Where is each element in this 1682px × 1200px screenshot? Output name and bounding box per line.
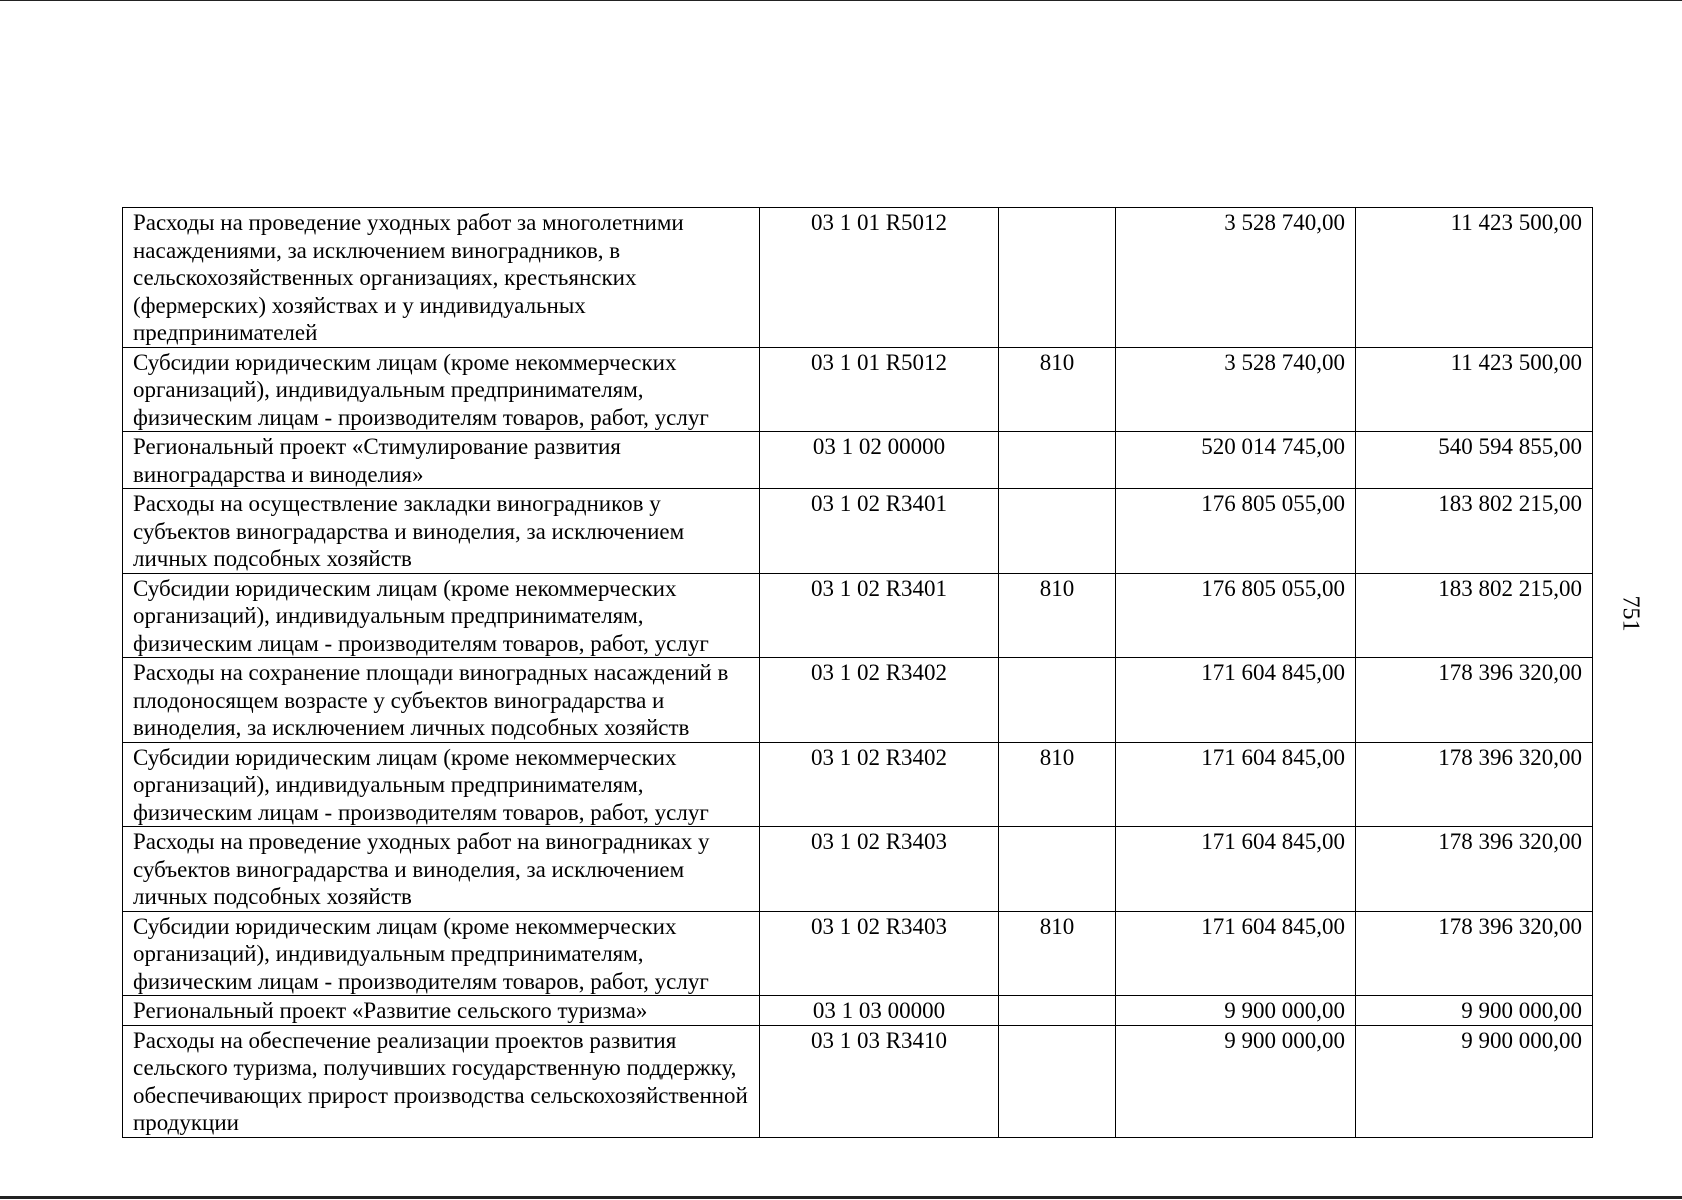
row-target-code-cell: 03 1 02 00000 bbox=[760, 432, 999, 489]
row-expense-type-cell: 810 bbox=[999, 347, 1116, 432]
row-amount-year1-cell: 176 805 055,00 bbox=[1116, 489, 1356, 574]
table-row bbox=[123, 996, 1593, 1026]
row-target-code-cell: 03 1 03 00000 bbox=[760, 996, 999, 1026]
row-amount-year1-cell: 520 014 745,00 bbox=[1116, 432, 1356, 489]
row-name-cell: Расходы на проведение уходных работ за многолетними насаждениями, за исключением виноградников, в сельскохозяйственных организациях, крестьянских (фермерских) хозяйствах и у индивидуальных предпринимателей bbox=[123, 208, 760, 348]
row-name-cell: Региональный проект «Развитие сельского туризма» bbox=[123, 996, 760, 1026]
row-name-cell: Субсидии юридическим лицам (кроме некоммерческих организаций), индивидуальным предпринимателям, физическим лицам - производителям товаров, работ, услуг bbox=[123, 573, 760, 658]
table-row bbox=[123, 208, 1593, 348]
table-row bbox=[123, 742, 1593, 827]
row-expense-type-cell bbox=[999, 1025, 1116, 1137]
row-name-cell: Региональный проект «Стимулирование развития виноградарства и виноделия» bbox=[123, 432, 760, 489]
row-amount-year1-cell: 176 805 055,00 bbox=[1116, 573, 1356, 658]
table-body bbox=[123, 208, 1593, 1138]
row-expense-type-cell bbox=[999, 489, 1116, 574]
row-target-code-cell: 03 1 02 R3403 bbox=[760, 911, 999, 996]
row-amount-year2-cell: 11 423 500,00 bbox=[1356, 347, 1593, 432]
row-amount-year1-cell: 171 604 845,00 bbox=[1116, 742, 1356, 827]
table-row bbox=[123, 1025, 1593, 1137]
row-target-code-cell: 03 1 03 R3410 bbox=[760, 1025, 999, 1137]
table-row bbox=[123, 347, 1593, 432]
row-target-code-cell: 03 1 02 R3402 bbox=[760, 658, 999, 743]
row-amount-year2-cell: 183 802 215,00 bbox=[1356, 573, 1593, 658]
scan-edge-bottom bbox=[0, 1196, 1682, 1199]
row-amount-year1-cell: 9 900 000,00 bbox=[1116, 996, 1356, 1026]
row-name-cell: Субсидии юридическим лицам (кроме некоммерческих организаций), индивидуальным предпринимателям, физическим лицам - производителям товаров, работ, услуг bbox=[123, 911, 760, 996]
row-expense-type-cell: 810 bbox=[999, 742, 1116, 827]
row-name-cell: Расходы на осуществление закладки виноградников у субъектов виноградарства и виноделия, за исключением личных подсобных хозяйств bbox=[123, 489, 760, 574]
row-expense-type-cell: 810 bbox=[999, 911, 1116, 996]
row-name-cell: Расходы на обеспечение реализации проектов развития сельского туризма, получивших государственную поддержку, обеспечивающих прирост производства сельскохозяйственной продукции bbox=[123, 1025, 760, 1137]
row-target-code-cell: 03 1 01 R5012 bbox=[760, 208, 999, 348]
row-expense-type-cell bbox=[999, 827, 1116, 912]
row-amount-year1-cell: 3 528 740,00 bbox=[1116, 208, 1356, 348]
row-amount-year2-cell: 178 396 320,00 bbox=[1356, 658, 1593, 743]
table-row bbox=[123, 658, 1593, 743]
row-amount-year2-cell: 178 396 320,00 bbox=[1356, 911, 1593, 996]
row-expense-type-cell bbox=[999, 208, 1116, 348]
row-amount-year2-cell: 183 802 215,00 bbox=[1356, 489, 1593, 574]
row-amount-year2-cell: 11 423 500,00 bbox=[1356, 208, 1593, 348]
row-expense-type-cell bbox=[999, 996, 1116, 1026]
row-expense-type-cell bbox=[999, 658, 1116, 743]
row-amount-year1-cell: 171 604 845,00 bbox=[1116, 911, 1356, 996]
row-expense-type-cell bbox=[999, 432, 1116, 489]
table-row bbox=[123, 432, 1593, 489]
row-amount-year2-cell: 9 900 000,00 bbox=[1356, 996, 1593, 1026]
row-amount-year1-cell: 171 604 845,00 bbox=[1116, 658, 1356, 743]
table-row bbox=[123, 573, 1593, 658]
row-expense-type-cell: 810 bbox=[999, 573, 1116, 658]
page-number: 751 bbox=[1617, 595, 1644, 632]
row-target-code-cell: 03 1 02 R3401 bbox=[760, 489, 999, 574]
table-row bbox=[123, 911, 1593, 996]
row-name-cell: Расходы на сохранение площади виноградных насаждений в плодоносящем возрасте у субъектов виноградарства и виноделия, за исключением личных подсобных хозяйств bbox=[123, 658, 760, 743]
scan-edge-top bbox=[0, 0, 1682, 1]
row-name-cell: Субсидии юридическим лицам (кроме некоммерческих организаций), индивидуальным предпринимателям, физическим лицам - производителям товаров, работ, услуг bbox=[123, 742, 760, 827]
row-name-cell: Расходы на проведение уходных работ на виноградниках у субъектов виноградарства и виноделия, за исключением личных подсобных хозяйств bbox=[123, 827, 760, 912]
table-row bbox=[123, 489, 1593, 574]
row-target-code-cell: 03 1 02 R3402 bbox=[760, 742, 999, 827]
row-name-cell: Субсидии юридическим лицам (кроме некоммерческих организаций), индивидуальным предпринимателям, физическим лицам - производителям товаров, работ, услуг bbox=[123, 347, 760, 432]
row-amount-year2-cell: 540 594 855,00 bbox=[1356, 432, 1593, 489]
row-amount-year1-cell: 171 604 845,00 bbox=[1116, 827, 1356, 912]
row-amount-year2-cell: 9 900 000,00 bbox=[1356, 1025, 1593, 1137]
row-amount-year2-cell: 178 396 320,00 bbox=[1356, 827, 1593, 912]
row-amount-year1-cell: 3 528 740,00 bbox=[1116, 347, 1356, 432]
row-target-code-cell: 03 1 02 R3401 bbox=[760, 573, 999, 658]
row-amount-year1-cell: 9 900 000,00 bbox=[1116, 1025, 1356, 1137]
row-amount-year2-cell: 178 396 320,00 bbox=[1356, 742, 1593, 827]
budget-table bbox=[122, 207, 1593, 1138]
row-target-code-cell: 03 1 02 R3403 bbox=[760, 827, 999, 912]
row-target-code-cell: 03 1 01 R5012 bbox=[760, 347, 999, 432]
table-row bbox=[123, 827, 1593, 912]
